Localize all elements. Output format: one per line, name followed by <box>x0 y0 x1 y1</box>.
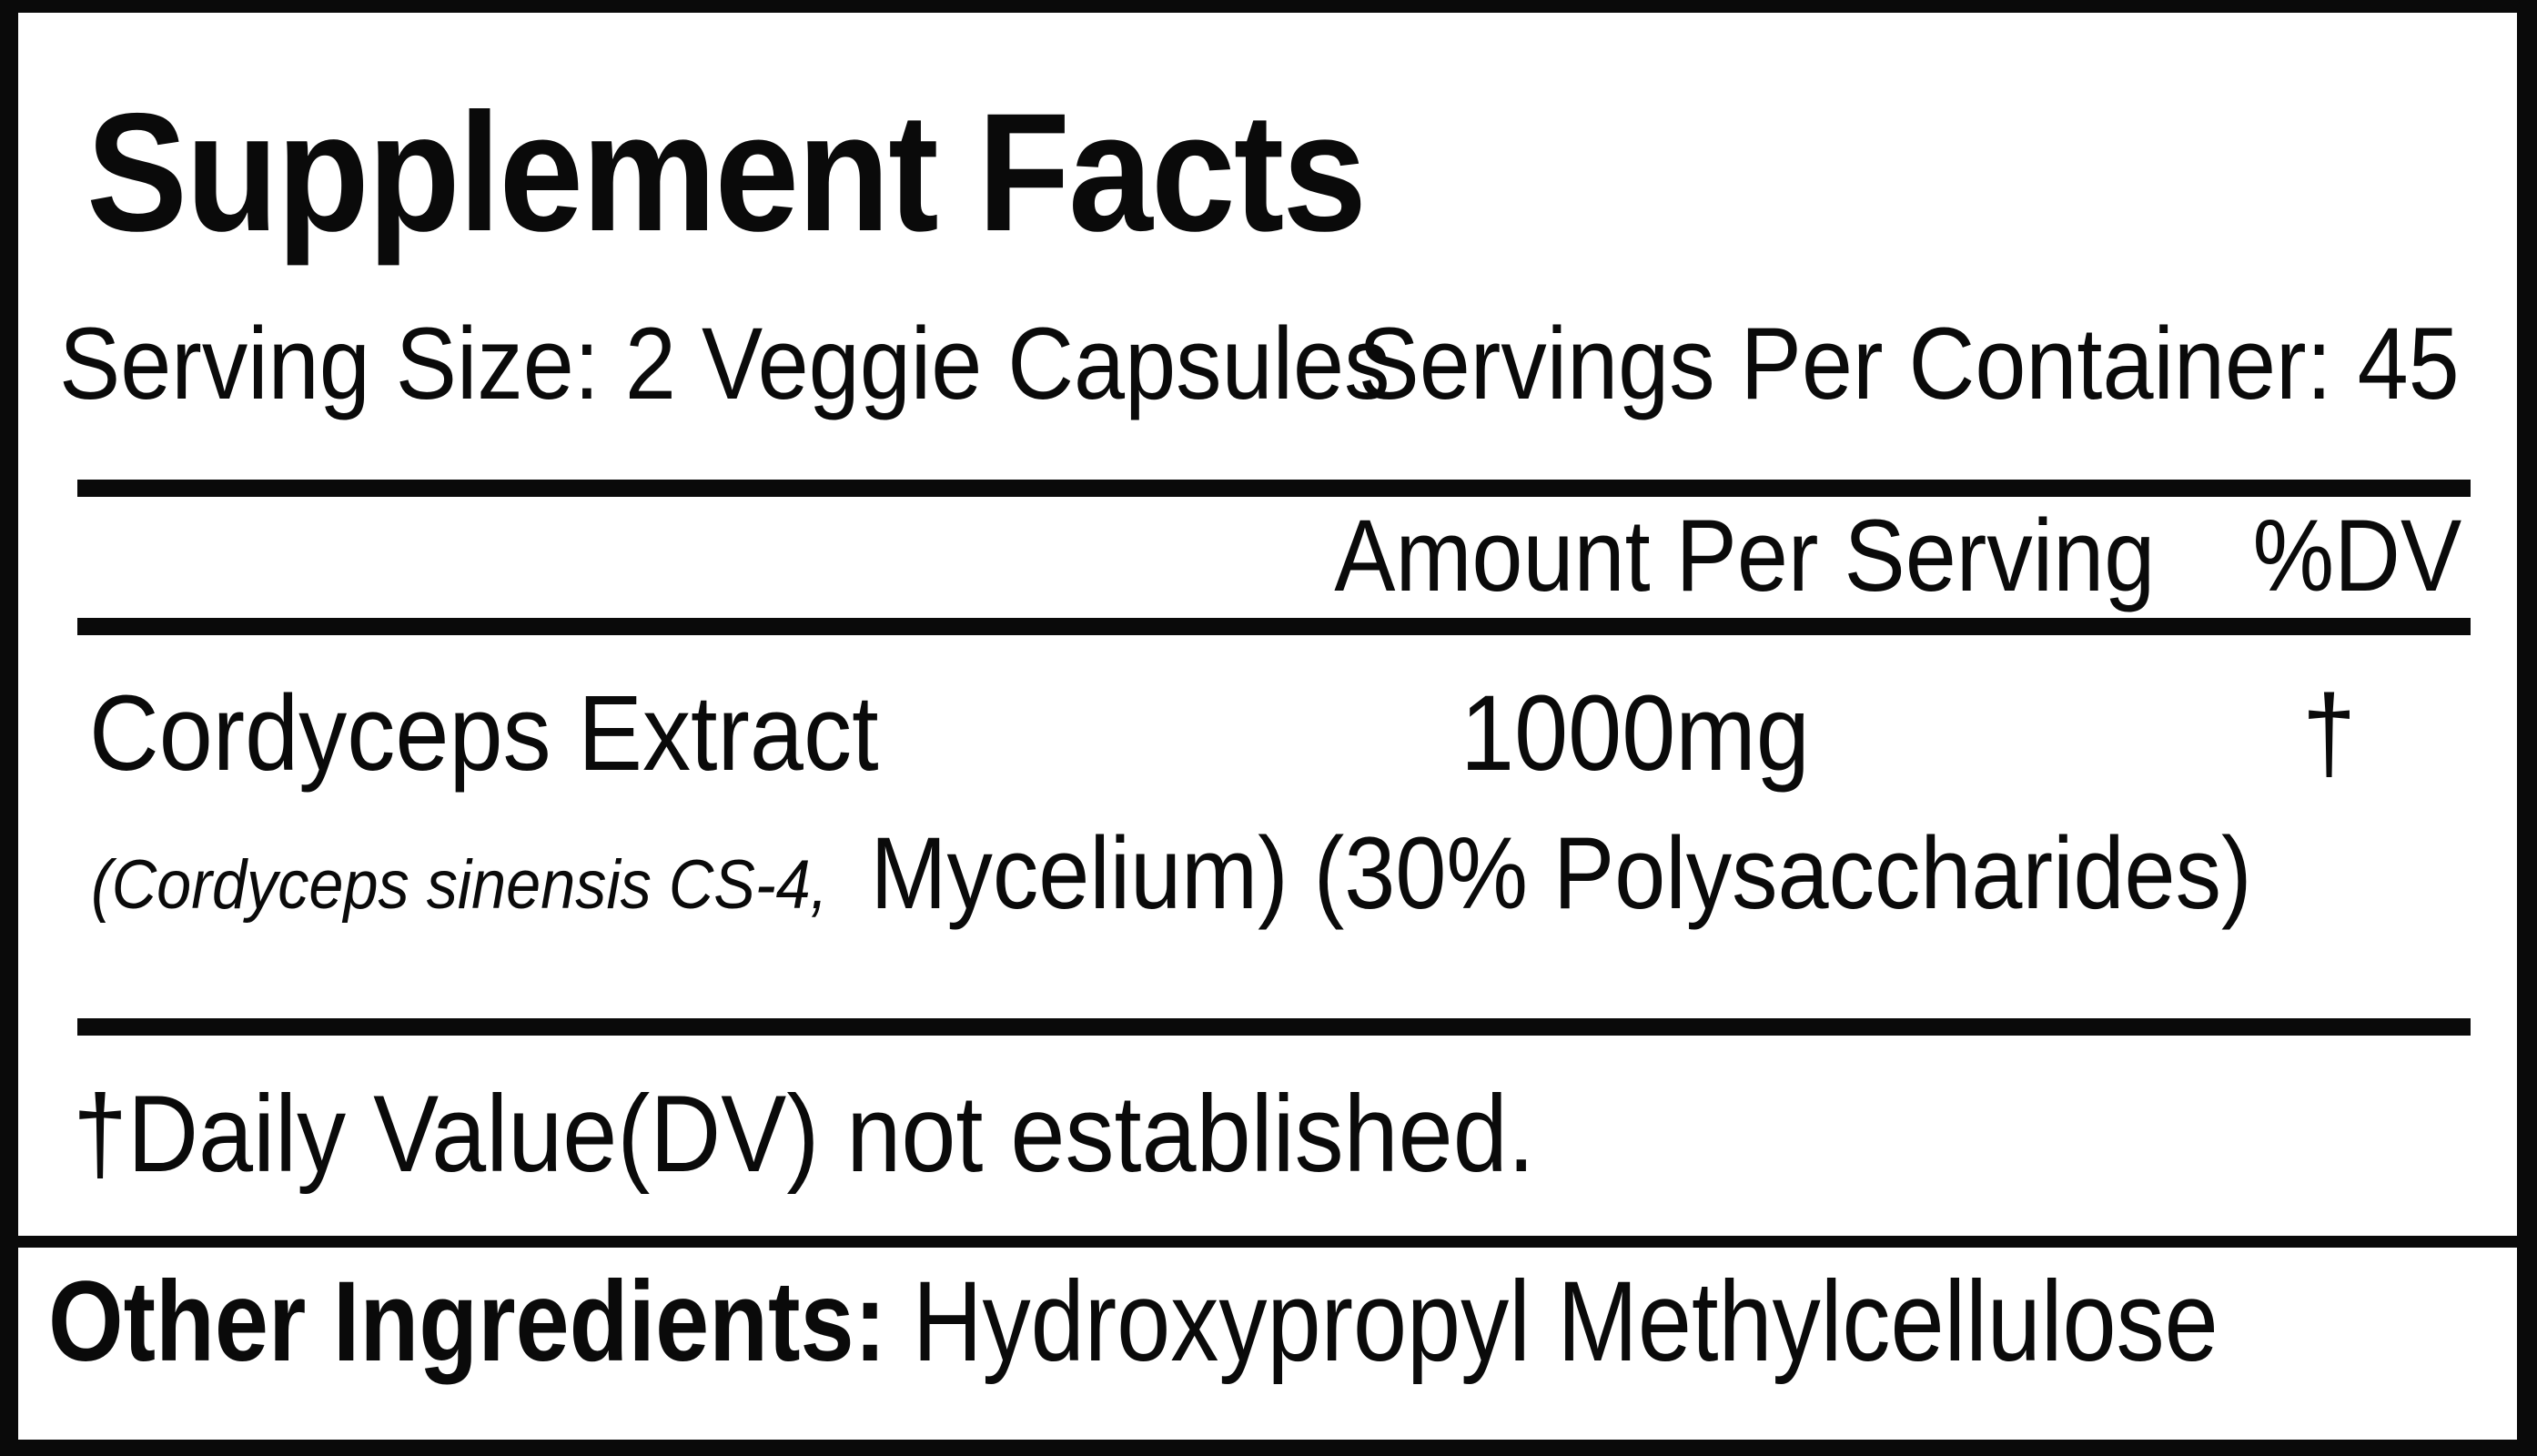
thick-rule-top <box>77 480 2471 497</box>
other-ingredients-divider <box>0 1236 2537 1248</box>
other-ingredients-label: Other Ingredients: <box>48 1259 886 1385</box>
servings-per-container-text: Servings Per Container: 45 <box>1358 307 2460 420</box>
daily-value-footnote: †Daily Value(DV) not established. <box>73 1073 1535 1195</box>
thick-rule-bottom <box>77 1018 2471 1036</box>
ingredient-amount: 1000mg <box>1461 673 1810 794</box>
other-ingredients-value: Hydroxypropyl Methylcellulose <box>912 1259 2219 1385</box>
column-header-percent-dv: %DV <box>2252 499 2461 612</box>
label-title: Supplement Facts <box>86 79 1366 267</box>
ingredient-dv-dagger: † <box>2302 673 2357 794</box>
ingredient-name: Cordyceps Extract <box>89 673 879 794</box>
column-header-amount-per-serving: Amount Per Serving <box>1333 499 2155 612</box>
label-inner <box>18 13 2517 1440</box>
ingredient-detail-standardization: Mycelium) (30% Polysaccharides) <box>870 816 2252 930</box>
thick-rule-header <box>77 618 2471 635</box>
ingredient-detail-line <box>91 816 2252 930</box>
serving-size-text: Serving Size: 2 Veggie Capsules <box>59 307 1390 420</box>
ingredient-detail-botanical: (Cordyceps sinensis CS-4, <box>91 846 828 924</box>
other-ingredients-line <box>48 1259 2219 1385</box>
